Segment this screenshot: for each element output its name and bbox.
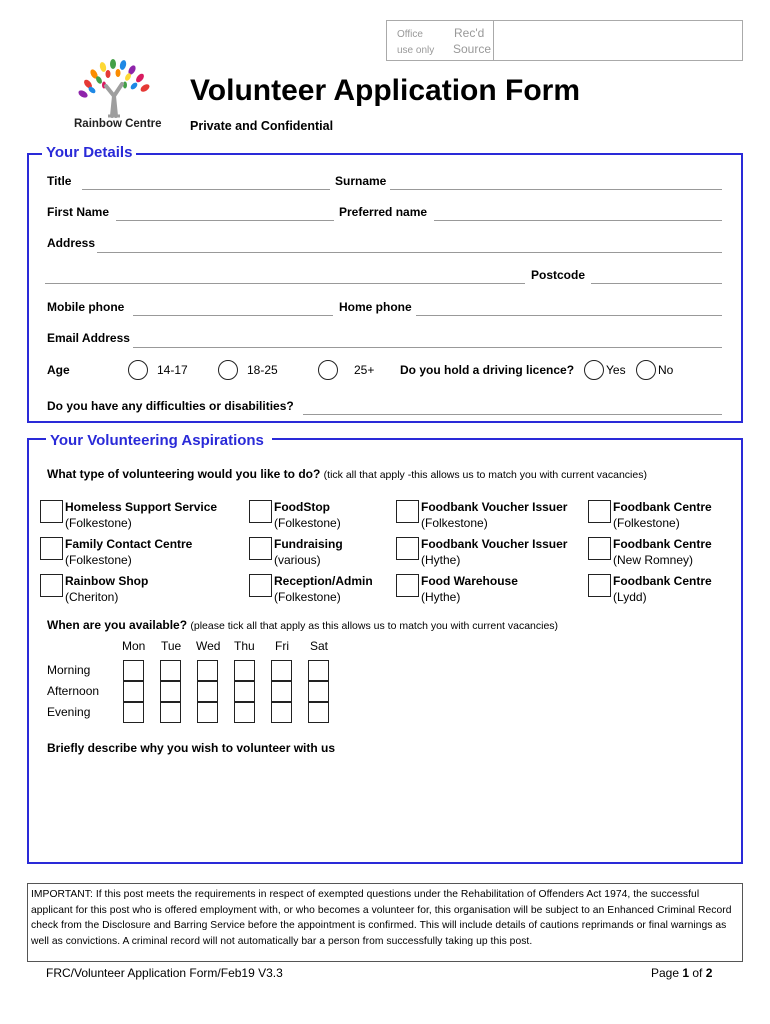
- age-option-25-plus: 25+: [354, 363, 375, 377]
- availability-checkbox[interactable]: [234, 702, 255, 723]
- period-label: Morning: [47, 663, 91, 677]
- volunteer-option-name: Food Warehouse: [421, 574, 518, 588]
- avail-question-text: When are you available?: [47, 618, 188, 632]
- your-details-section: [27, 153, 743, 423]
- page-of: of: [689, 966, 706, 980]
- volunteer-option-location: (Folkestone): [274, 590, 341, 604]
- age-option-18-25: 18-25: [247, 363, 278, 377]
- volunteer-option-checkbox[interactable]: [249, 500, 272, 523]
- day-label: Fri: [275, 639, 289, 653]
- volunteer-option-checkbox[interactable]: [40, 537, 63, 560]
- day-label: Mon: [122, 639, 146, 653]
- avail-question-note: (please tick all that apply as this allows us to match you with current vacancies): [190, 620, 559, 632]
- volunteer-option-location: (Folkestone): [274, 516, 341, 530]
- volunteer-option-checkbox[interactable]: [396, 574, 419, 597]
- address-field-2[interactable]: [45, 283, 525, 284]
- rainbow-centre-logo: [70, 58, 165, 136]
- licence-no-radio[interactable]: [636, 360, 656, 380]
- page-title: Volunteer Application Form: [190, 74, 581, 107]
- volunteer-option-location: (various): [274, 553, 321, 567]
- volunteer-option-location: (Lydd): [613, 590, 647, 604]
- preferred-name-label: Preferred name: [339, 205, 428, 219]
- email-label: Email Address: [47, 331, 130, 345]
- volunteer-option-name: Rainbow Shop: [65, 574, 149, 588]
- age-radio-25-plus[interactable]: [318, 360, 338, 380]
- mobile-phone-label: Mobile phone: [47, 300, 125, 314]
- disabilities-label: Do you have any difficulties or disabilities?: [47, 399, 294, 413]
- address-label: Address: [47, 236, 96, 250]
- age-option-14-17: 14-17: [157, 363, 188, 377]
- volunteer-option-checkbox[interactable]: [40, 574, 63, 597]
- volunteer-option-location: (Folkestone): [613, 516, 680, 530]
- volunteer-option-name: Foodbank Centre: [613, 500, 712, 514]
- footer-page-number: [651, 966, 712, 980]
- aspirations-legend: Your Volunteering Aspirations: [46, 432, 272, 449]
- your-details-legend: Your Details: [42, 144, 136, 161]
- day-label: Tue: [161, 639, 182, 653]
- availability-checkbox[interactable]: [160, 660, 181, 681]
- availability-checkbox[interactable]: [123, 702, 144, 723]
- volunteer-option-location: (Folkestone): [65, 516, 132, 530]
- volunteer-option-location: (Folkestone): [65, 553, 132, 567]
- volunteer-option-checkbox[interactable]: [249, 574, 272, 597]
- logo-text: Rainbow Centre: [74, 118, 162, 130]
- availability-checkbox[interactable]: [271, 702, 292, 723]
- volunteer-option-name: FoodStop: [274, 500, 330, 514]
- mobile-phone-field[interactable]: [133, 315, 333, 316]
- availability-checkbox[interactable]: [234, 660, 255, 681]
- postcode-field[interactable]: [591, 283, 722, 284]
- age-label: Age: [47, 363, 70, 377]
- surname-label: Surname: [335, 174, 387, 188]
- important-notice: IMPORTANT: If this post meets the requirements in respect of exempted questions under the Rehabilitation of Offenders Act 1974, the successful applicant for this post who is offered employment with, or who becomes a volunteer for, this organisation will be subject to an Enhanced Criminal Record check from the Disclosure and Barring Service before the appointment is confirmed. This will include details of cautions reprimands or final warnings as well as convictions. A criminal record will not automatically bar a person from successfully taking up this post.: [27, 883, 743, 962]
- availability-checkbox[interactable]: [123, 660, 144, 681]
- volunteer-option-checkbox[interactable]: [40, 500, 63, 523]
- address-field-1[interactable]: [97, 252, 722, 253]
- licence-yes-radio[interactable]: [584, 360, 604, 380]
- surname-field[interactable]: [390, 189, 722, 190]
- availability-checkbox[interactable]: [234, 681, 255, 702]
- volunteer-option-checkbox[interactable]: [249, 537, 272, 560]
- postcode-label: Postcode: [531, 268, 586, 282]
- type-question-text: What type of volunteering would you like to do?: [47, 467, 321, 481]
- availability-checkbox[interactable]: [271, 681, 292, 702]
- availability-question: [47, 618, 558, 632]
- why-volunteer-label: Briefly describe why you wish to volunteer with us: [47, 741, 336, 755]
- volunteer-option-name: Foodbank Centre: [613, 574, 712, 588]
- first-name-label: First Name: [47, 205, 110, 219]
- volunteer-option-name: Fundraising: [274, 537, 343, 551]
- volunteer-option-location: (Folkestone): [421, 516, 488, 530]
- tree-logo-icon: [70, 58, 165, 118]
- availability-checkbox[interactable]: [308, 660, 329, 681]
- availability-checkbox[interactable]: [160, 681, 181, 702]
- volunteer-option-checkbox[interactable]: [588, 574, 611, 597]
- licence-no-label: No: [658, 363, 674, 377]
- period-label: Evening: [47, 705, 91, 719]
- preferred-name-field[interactable]: [434, 220, 722, 221]
- source-label: Source: [453, 42, 492, 56]
- home-phone-label: Home phone: [339, 300, 412, 314]
- volunteer-option-name: Foodbank Voucher Issuer: [421, 537, 568, 551]
- volunteer-option-location: (Hythe): [421, 553, 461, 567]
- volunteer-option-name: Family Contact Centre: [65, 537, 193, 551]
- licence-label: Do you hold a driving licence?: [400, 363, 575, 377]
- availability-checkbox[interactable]: [197, 702, 218, 723]
- day-label: Sat: [310, 639, 329, 653]
- availability-checkbox[interactable]: [197, 660, 218, 681]
- page-subtitle: Private and Confidential: [190, 119, 334, 133]
- volunteer-option-name: Homeless Support Service: [65, 500, 218, 514]
- recd-label: Rec'd: [454, 26, 485, 40]
- volunteer-option-name: Reception/Admin: [274, 574, 373, 588]
- volunteering-type-question: [47, 467, 647, 481]
- footer-doc-ref: FRC/Volunteer Application Form/Feb19 V3.3: [46, 966, 283, 980]
- volunteer-option-checkbox[interactable]: [588, 537, 611, 560]
- availability-checkbox[interactable]: [123, 681, 144, 702]
- licence-yes-label: Yes: [606, 363, 626, 377]
- page-current: 1: [682, 966, 690, 980]
- first-name-field[interactable]: [116, 220, 334, 221]
- volunteer-option-name: Foodbank Centre: [613, 537, 712, 551]
- availability-checkbox[interactable]: [308, 702, 329, 723]
- volunteer-option-name: Foodbank Voucher Issuer: [421, 500, 568, 514]
- availability-checkbox[interactable]: [160, 702, 181, 723]
- type-question-note: (tick all that apply -this allows us to match you with current vacancies): [323, 469, 647, 481]
- day-label: Wed: [196, 639, 221, 653]
- volunteer-option-location: (New Romney): [613, 553, 694, 567]
- volunteer-option-location: (Cheriton): [65, 590, 119, 604]
- title-label: Title: [47, 174, 72, 188]
- availability-checkbox[interactable]: [271, 660, 292, 681]
- availability-checkbox[interactable]: [308, 681, 329, 702]
- disabilities-field[interactable]: [303, 414, 722, 415]
- volunteer-option-checkbox[interactable]: [396, 500, 419, 523]
- title-field[interactable]: [82, 189, 330, 190]
- period-label: Afternoon: [47, 684, 100, 698]
- age-radio-18-25[interactable]: [218, 360, 238, 380]
- page-prefix: Page: [651, 966, 683, 980]
- office-use-box: [386, 20, 743, 61]
- home-phone-field[interactable]: [416, 315, 722, 316]
- day-label: Thu: [234, 639, 255, 653]
- office-label-2: use only: [397, 45, 435, 56]
- page-total: 2: [705, 966, 713, 980]
- office-divider: [493, 21, 494, 60]
- office-label-1: Office: [397, 29, 423, 40]
- volunteer-option-checkbox[interactable]: [588, 500, 611, 523]
- availability-checkbox[interactable]: [197, 681, 218, 702]
- age-radio-14-17[interactable]: [128, 360, 148, 380]
- volunteer-option-location: (Hythe): [421, 590, 461, 604]
- email-field[interactable]: [133, 347, 722, 348]
- volunteer-option-checkbox[interactable]: [396, 537, 419, 560]
